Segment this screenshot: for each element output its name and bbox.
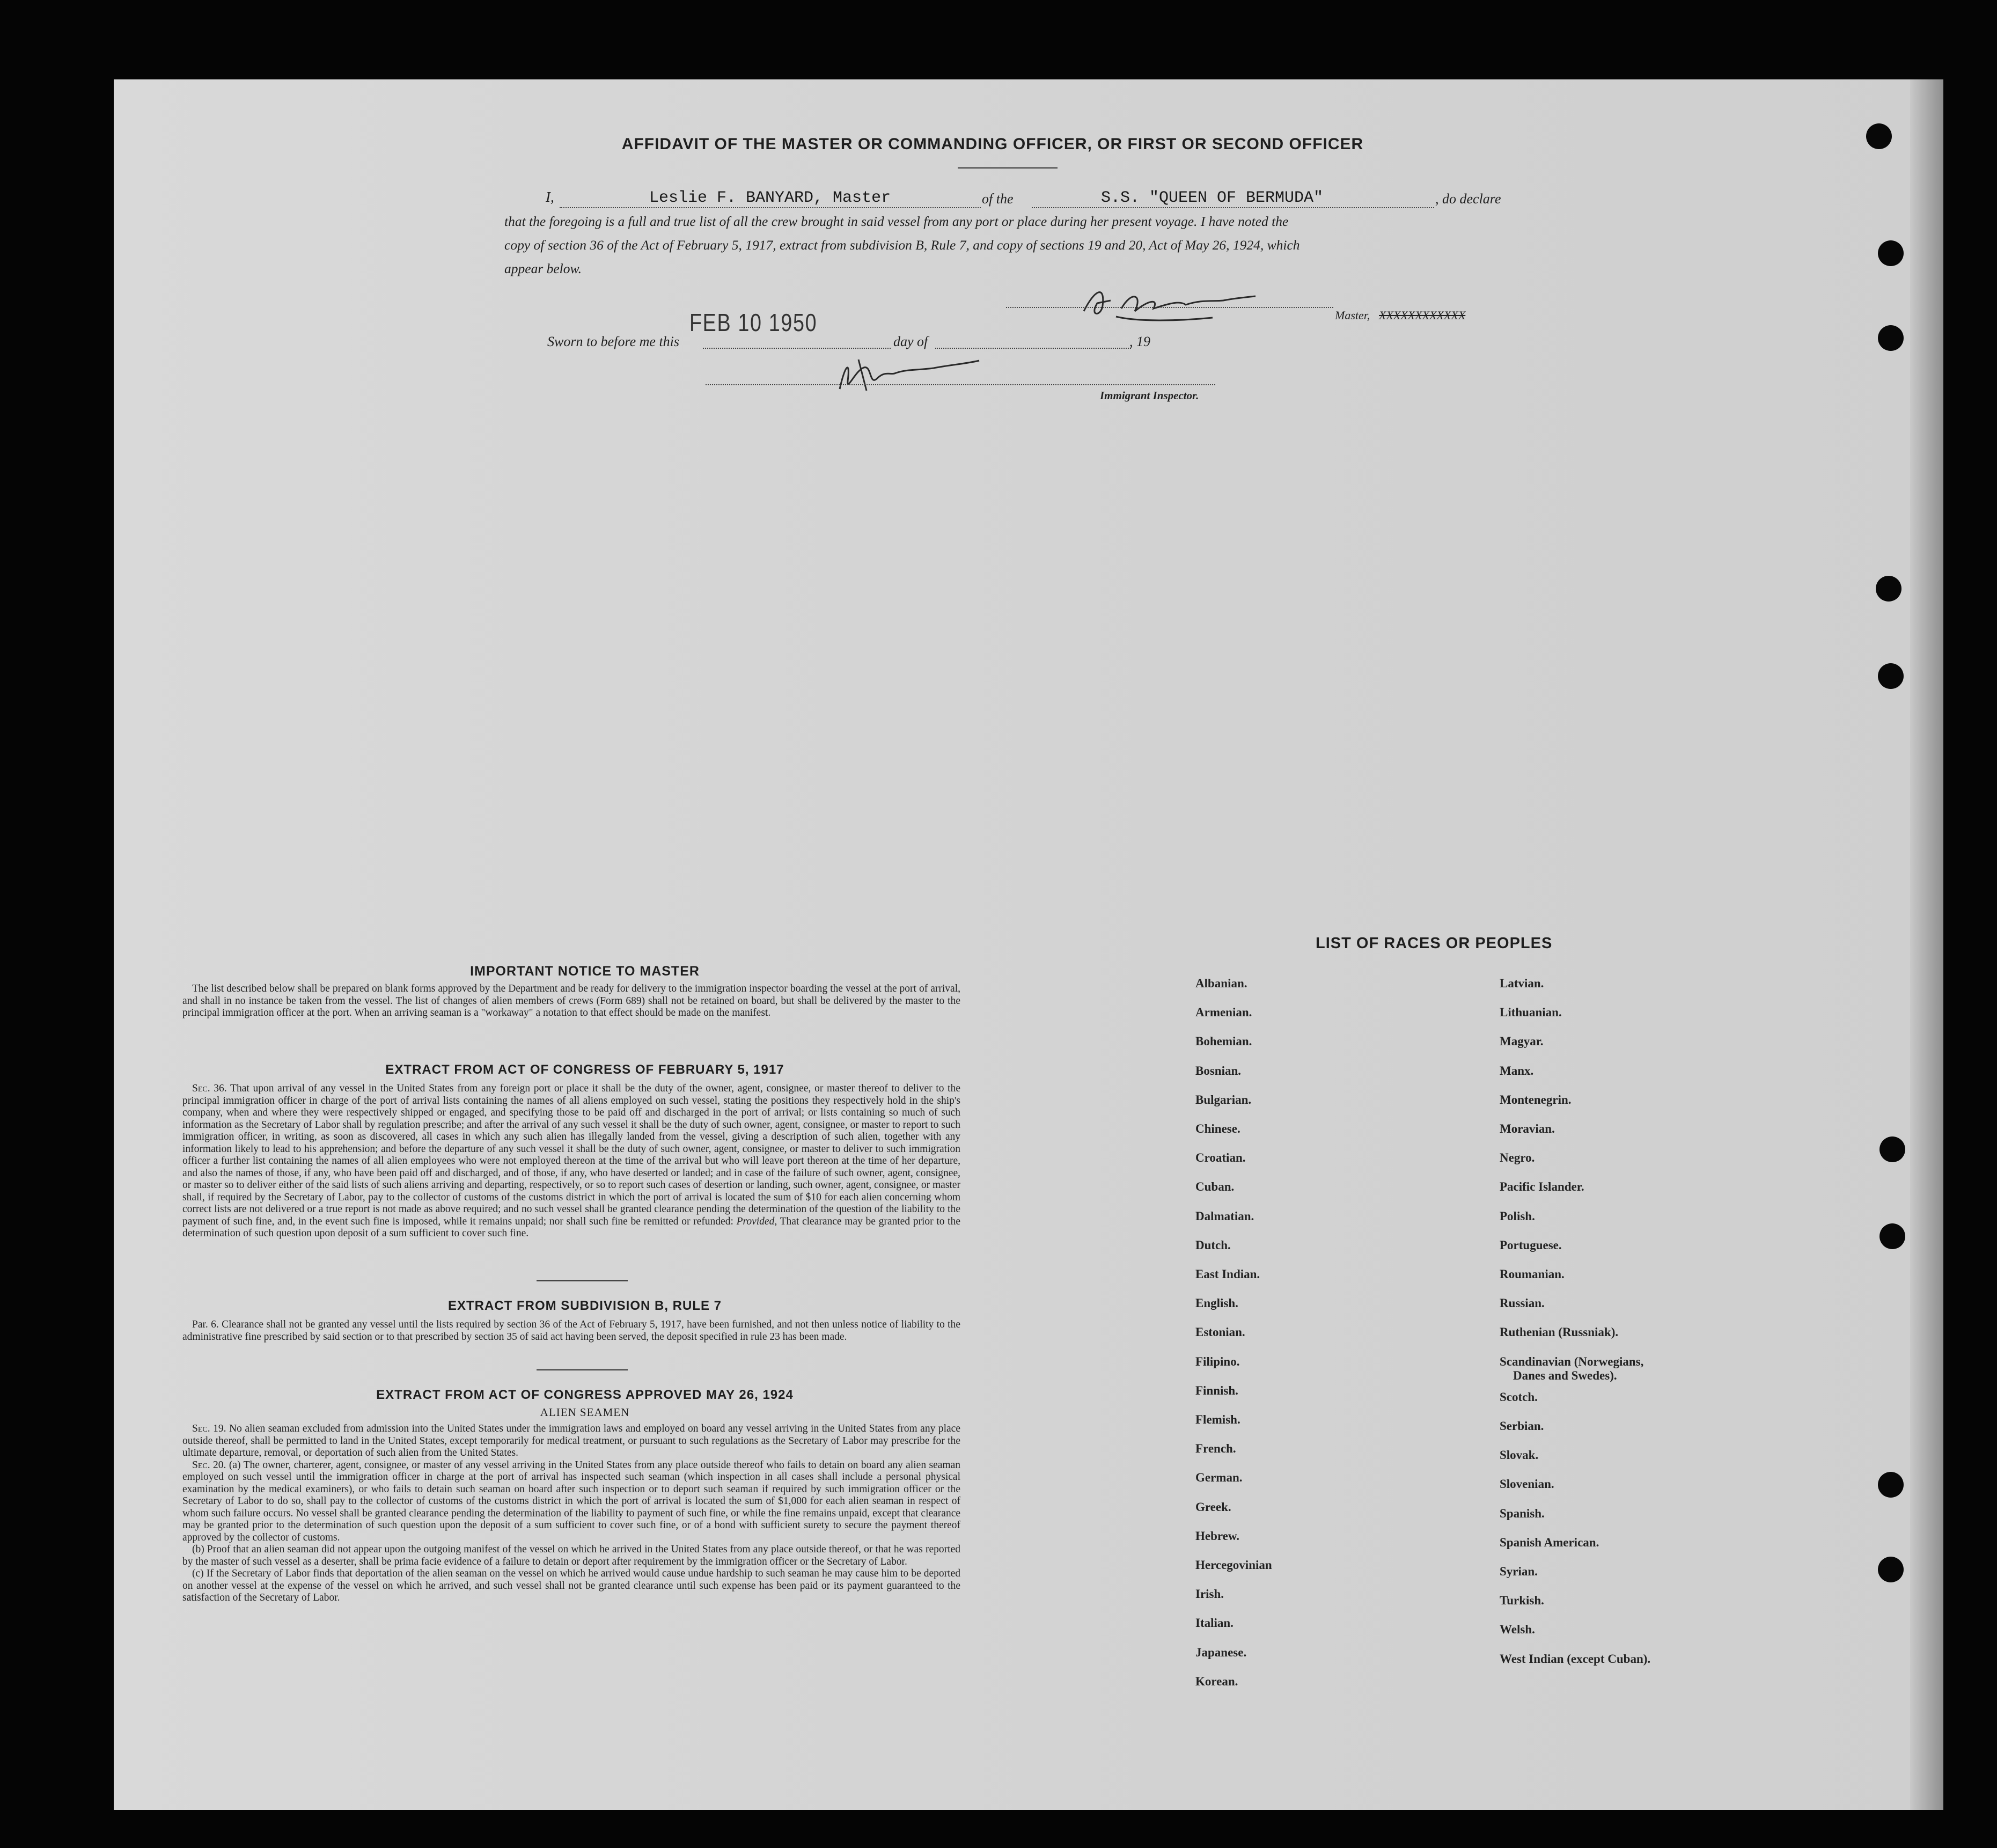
- day-of-label: day of: [893, 334, 928, 349]
- master-label: Master,: [1335, 309, 1370, 322]
- punch-hole: [1866, 123, 1892, 149]
- of-the-label: of the: [982, 191, 1014, 207]
- affidavit-line-2: that the foregoing is a full and true list of all the crew brought in said vessel from any port or place during her present voyage. I have noted the: [504, 214, 1289, 229]
- race-item: English.: [1195, 1296, 1238, 1310]
- race-item: West Indian (except Cuban).: [1500, 1652, 1651, 1666]
- page-edge-shadow: [1910, 79, 1943, 1810]
- section-19: [182, 1423, 960, 1460]
- race-item: Hercegovinian: [1195, 1558, 1272, 1572]
- master-signature: [1073, 279, 1266, 327]
- race-item: German.: [1195, 1471, 1243, 1484]
- punch-hole: [1878, 1557, 1904, 1582]
- do-declare-label: , do declare: [1435, 191, 1501, 207]
- race-item: Flemish.: [1195, 1413, 1240, 1426]
- race-item: Cuban.: [1195, 1180, 1235, 1193]
- race-item: Lithuanian.: [1500, 1006, 1562, 1019]
- race-item: Greek.: [1195, 1500, 1231, 1514]
- race-item: Syrian.: [1500, 1565, 1538, 1578]
- section-20a-body: (a) The owner, charterer, agent, consignee, or master of any vessel arriving in the United States from any place outside thereof who fails to detain on board any alien seaman employed on such vessel until the immigration officer in charge at the port of arrival has inspected such seaman (which inspection in all cases shall include a personal physical examination by the medical examiners), or who fails to detain such seaman on board after such inspection or to deport such seaman if required by such immigration officer or the Secretary of Labor to do so, shall pay to the collector of customs of the customs district in which the port of arrival is located the sum of $1,000 for each alien seaman in respect of whom such failure occurs. No vessel shall be granted clearance pending the determination of the liability to payment of such fine, or while the fine remains unpaid, except that clearance may be granted prior to the determination of such question upon the deposit of a sum sufficient to cover such fine, or of a bond with sufficient surety to secure the payment thereof approved by the collector of customs.: [182, 1459, 960, 1543]
- section-36-label: Sec. 36.: [192, 1083, 227, 1094]
- race-item: Estonian.: [1195, 1325, 1245, 1339]
- section-20-label: Sec. 20.: [192, 1459, 226, 1471]
- alien-seamen-subheading: ALIEN SEAMEN: [540, 1406, 630, 1419]
- vessel-name-field: S.S. "QUEEN OF BERMUDA": [1101, 189, 1324, 207]
- section-36-body: That upon arrival of any vessel in the United States from any foreign port or place it shall be the duty of the owner, agent, consignee, or master thereof to deliver to the principal immigration officer in charge of the port of arrival lists containing the names of all aliens employed on such vessel, stating the positions they respectively hold in the ship's company, when and where they were respectively shipped or engaged, and specifying those to be paid off and discharged in the port of arrival; or lists containing so much of such information as the Secretary of Labor shall by regulation prescribe; and after the arrival of any such vessel it shall be the duty of such owner, agent, consignee, or master to report to such immigration officer, in writing, as soon as discovered, all cases in which any such alien has illegally landed from the vessel, giving a description of such alien, together with any information likely to lead to his apprehension; and before the departure of any such vessel it shall be the duty of such owner, agent, consignee, or master to deliver to such immigration officer a further list containing the names of all alien employees who were not employed thereon at the time of the arrival but who will leave port thereon at the time of her departure, and also the names of those, if any, who have been paid off and discharged, and of those, if any, who have deserted or landed; and in case of the failure of such owner, agent, consignee, or master so to deliver either of the said lists of such aliens arriving and departing, respectively, or so to report such cases of desertion or landing, such owner, agent, consignee, or master shall, if required by the Secretary of Labor, pay to the collector of customs of the customs district in which the port of arrival is located the sum of $10 for each alien concerning whom correct lists are not delivered or a true report is not made as above required; and no such vessel shall be granted clearance pending the determination of the question of the liability to the payment of such fine, and, in the event such fine is imposed, while it remains unpaid; nor shall such fine be remitted or refunded:: [182, 1083, 960, 1227]
- race-item: Portuguese.: [1500, 1238, 1562, 1252]
- race-item: Armenian.: [1195, 1006, 1252, 1019]
- extract-1917-text: [182, 1083, 960, 1240]
- section-divider: [537, 1280, 628, 1281]
- race-item: Ruthenian (Russniak).: [1500, 1325, 1619, 1339]
- section-divider: [537, 1369, 628, 1370]
- race-item: Bulgarian.: [1195, 1093, 1252, 1106]
- race-item: Albanian.: [1195, 977, 1247, 990]
- race-item: Spanish American.: [1500, 1536, 1599, 1549]
- race-item: Italian.: [1195, 1616, 1234, 1630]
- race-item: Scotch.: [1500, 1390, 1538, 1404]
- punch-hole: [1878, 240, 1904, 266]
- race-item: Spanish.: [1500, 1507, 1545, 1520]
- race-item: Chinese.: [1195, 1122, 1240, 1135]
- race-item: Manx.: [1500, 1064, 1534, 1077]
- race-item: Hebrew.: [1195, 1529, 1239, 1543]
- name-line: [560, 207, 981, 208]
- race-item: Serbian.: [1500, 1419, 1544, 1433]
- race-item: Filipino.: [1195, 1355, 1240, 1368]
- race-item: Polish.: [1500, 1209, 1535, 1223]
- race-item: Dalmatian.: [1195, 1209, 1254, 1223]
- race-item: Scandinavian (Norwegians,: [1500, 1355, 1644, 1368]
- rule-7-heading: EXTRACT FROM SUBDIVISION B, RULE 7: [447, 1299, 722, 1313]
- race-item: French.: [1195, 1442, 1236, 1455]
- race-item: Korean.: [1195, 1675, 1238, 1688]
- year-label: , 19: [1129, 334, 1150, 349]
- race-item-continuation: Danes and Swedes).: [1513, 1369, 1617, 1382]
- extract-1924-heading: EXTRACT FROM ACT OF CONGRESS APPROVED MAY 26, 1924: [376, 1388, 794, 1402]
- race-item: Welsh.: [1500, 1623, 1535, 1636]
- race-item: Latvian.: [1500, 977, 1544, 990]
- extract-1924-text: [182, 1423, 960, 1604]
- races-heading: LIST OF RACES OR PEOPLES: [1316, 935, 1553, 952]
- rule-7-text: Par. 6. Clearance shall not be granted any vessel until the lists required by section 36 of the Act of February 5, 1917, have been furnished, and not then unless notice of liability to the administrative fine prescribed by said section or to that prescribed by section 35 of said act having been served, the deposit specified in rule 23 has been made.: [182, 1319, 960, 1343]
- race-item: Dutch.: [1195, 1238, 1231, 1252]
- notice-heading: IMPORTANT NOTICE TO MASTER: [470, 964, 700, 979]
- race-item: Slovenian.: [1500, 1477, 1554, 1491]
- affidavit-line-4: appear below.: [504, 261, 582, 276]
- punch-hole: [1878, 325, 1904, 351]
- punch-hole: [1879, 1223, 1905, 1249]
- master-name-field: Leslie F. BANYARD, Master: [649, 189, 891, 207]
- race-item: Finnish.: [1195, 1384, 1238, 1397]
- race-item: Roumanian.: [1500, 1267, 1565, 1281]
- punch-hole: [1878, 663, 1904, 689]
- race-item: Turkish.: [1500, 1594, 1544, 1607]
- race-item: Irish.: [1195, 1587, 1224, 1601]
- race-item: Russian.: [1500, 1296, 1545, 1310]
- date-stamp: FEB 10 1950: [689, 309, 818, 336]
- section-20c: (c) If the Secretary of Labor finds that deportation of the alien seaman on the vessel on which he arrived would cause undue hardship to such seaman he may cause him to be deported on another vessel at the expense of the vessel on which he arrived, and such vessel shall not be granted clearance until such expense has been paid or its payment guaranteed to the satisfaction of the Secretary of Labor.: [182, 1568, 960, 1603]
- title-divider: [958, 167, 1058, 168]
- sworn-label: Sworn to before me this: [547, 334, 680, 349]
- race-item: Japanese.: [1195, 1646, 1247, 1659]
- race-item: Negro.: [1500, 1151, 1535, 1164]
- affidavit-title: AFFIDAVIT OF THE MASTER OR COMMANDING OFFICER, OR FIRST OR SECOND OFFICER: [621, 135, 1364, 153]
- race-item: Magyar.: [1500, 1035, 1544, 1048]
- affidavit-pronoun: I,: [546, 189, 554, 205]
- punch-hole: [1879, 1136, 1905, 1162]
- inspector-signature-line: [706, 384, 1215, 385]
- section-19-label: Sec. 19.: [192, 1423, 226, 1434]
- race-item: East Indian.: [1195, 1267, 1260, 1281]
- notice-text: The list described below shall be prepared on blank forms approved by the Department and be ready for delivery to the immigration inspector boarding the vessel at the port of arrival, and shall in no instance be taken from the vessel. The list of changes of alien members of crews (Form 689) shall not be retained on board, but shall be delivered by the master to the principal immigration officer at the port. When an arriving seaman is a "workaway" a notation to that effect should be made on the manifest.: [182, 983, 960, 1018]
- race-item: Montenegrin.: [1500, 1093, 1572, 1106]
- race-item: Slovak.: [1500, 1448, 1539, 1462]
- provided-label: Provided,: [736, 1215, 777, 1227]
- section-36-end: That clearance may be granted prior to the determination of such question upon deposit of a sum sufficient to cover such fine.: [182, 1215, 961, 1239]
- race-item: Pacific Islander.: [1500, 1180, 1584, 1193]
- race-item: Croatian.: [1195, 1151, 1246, 1164]
- inspector-label: Immigrant Inspector.: [1100, 389, 1199, 402]
- extract-1917-heading: EXTRACT FROM ACT OF CONGRESS OF FEBRUARY 5, 1917: [385, 1062, 784, 1077]
- punch-hole: [1876, 576, 1901, 602]
- race-item: Bosnian.: [1195, 1064, 1242, 1077]
- affidavit-line-3: copy of section 36 of the Act of February 5, 1917, extract from subdivision B, Rule 7, and copy of sections 19 and 20, Act of May 26, 1924, which: [504, 237, 1300, 253]
- section-20b: (b) Proof that an alien seaman did not appear upon the outgoing manifest of the vessel on which he arrived in the United States from any place outside thereof, or that he was reported by the master of such vessel as a deserter, shall be prima facie evidence of a failure to detain or deport after requirement by the immigration officer or the Secretary of Labor.: [182, 1544, 960, 1567]
- struck-officer-title: XXXXXXXXXXXX: [1379, 309, 1466, 322]
- inspector-signature: [826, 349, 987, 397]
- section-20a: [182, 1460, 960, 1544]
- punch-hole: [1878, 1472, 1904, 1498]
- race-item: Bohemian.: [1195, 1035, 1252, 1048]
- section-19-body: No alien seaman excluded from admission into the United States under the immigration laws and employed on board any vessel arriving in the United States from any place outside thereof, shall be permitted to land in the United States, except temporarily for medical treatment, or pursuant to such regulations as the Secretary of Labor may prescribe for the ultimate departure, removal, or deportation of such alien from the United States.: [182, 1423, 960, 1458]
- vessel-line: [1032, 207, 1434, 208]
- race-item: Moravian.: [1500, 1122, 1555, 1135]
